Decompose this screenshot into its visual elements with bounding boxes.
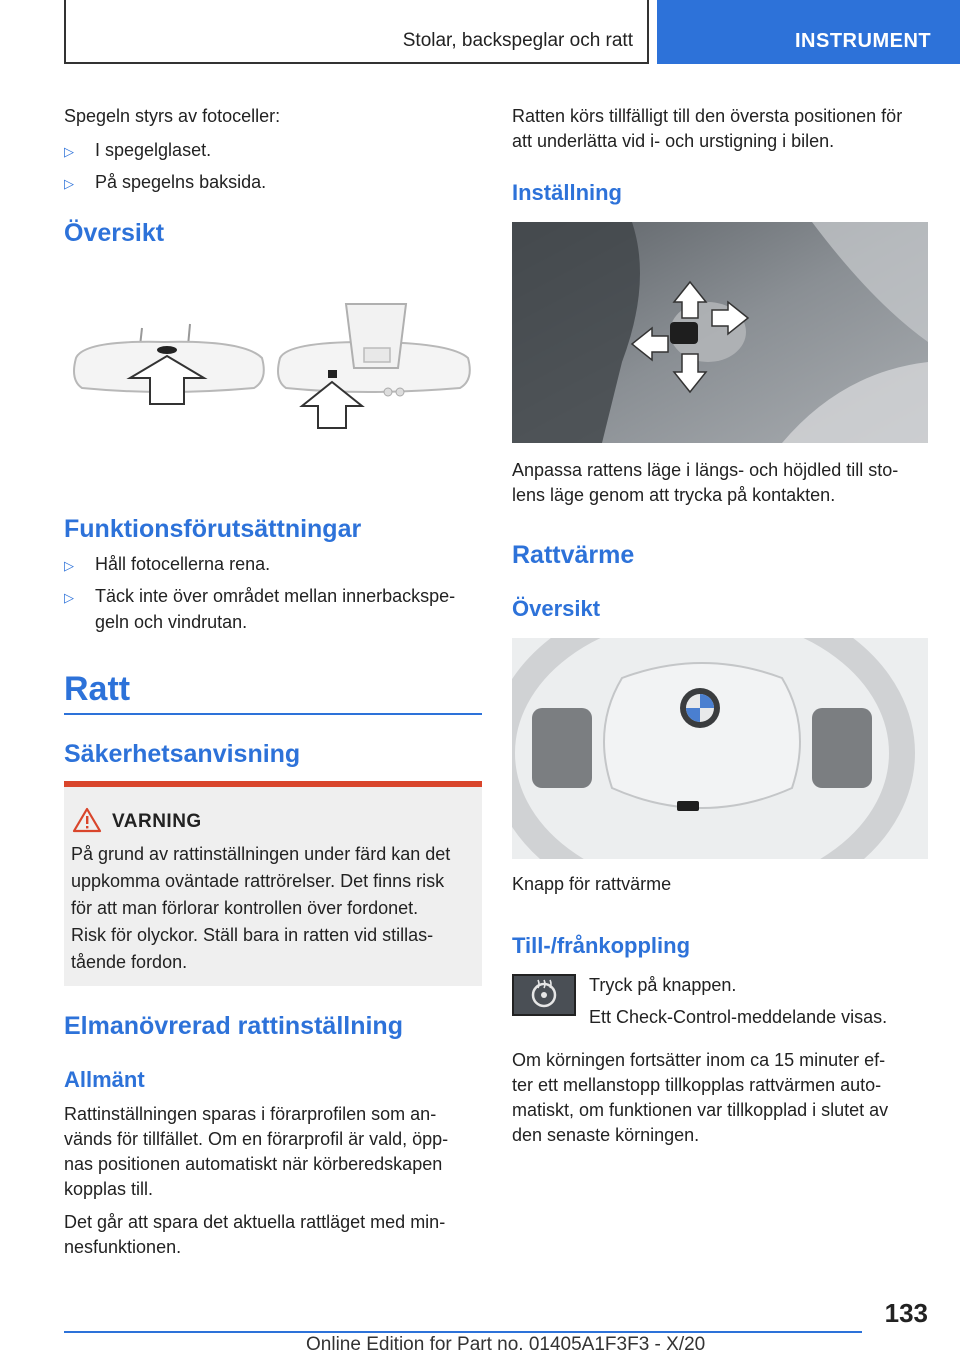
list-item: ▷ I spegelglaset. — [64, 138, 211, 163]
bullet-triangle-icon: ▷ — [64, 590, 74, 605]
steering-wheel-photo — [512, 638, 928, 859]
header-section-tab — [64, 0, 649, 64]
heading-func-requirements: Funktionsförutsättningar — [64, 515, 362, 543]
heat-button-caption: Knapp för rattvärme — [512, 874, 672, 894]
footer-rule — [64, 1331, 862, 1333]
mirror-intro: Spegeln styrs av fotoceller: — [64, 106, 281, 126]
mirror-illustration — [64, 296, 482, 436]
general-paragraph: Rattinställningen sparas i förarprofilen som an- vänds för tillfället. Om en förarprofil är vald, öpp- nas positionen automatiskt när körberedskapen kopplas till. — [64, 1104, 449, 1199]
check-control-text: Ett Check-Control-meddelande visas. — [589, 1007, 888, 1027]
heading-rule — [64, 713, 482, 715]
header-chapter-title: INSTRUMENT — [795, 30, 932, 52]
warning-triangle-icon — [72, 807, 102, 833]
heading-ratt: Ratt — [64, 670, 131, 708]
entry-paragraph: Ratten körs tillfälligt till den översta positionen för att underlätta vid i- och urstigning i bilen. — [512, 106, 903, 151]
header-chapter-tab[interactable] — [657, 0, 960, 64]
header-section-title: Stolar, backspeglar och ratt — [402, 30, 633, 51]
auto-on-paragraph: Om körningen fortsätter inom ca 15 minuter ef- ter ett mellanstopp tillkopplas rattvärmen auto- matiskt, om funktionen var tillkopplad i slutet av den senaste körningen. — [512, 1050, 889, 1145]
heading-steering-heat: Rattvärme — [512, 541, 635, 569]
bullet-triangle-icon: ▷ — [64, 558, 74, 573]
footer-edition[interactable]: Online Edition for Part no. 01405A1F3F3 - X/20 — [306, 1334, 706, 1355]
memory-paragraph: Det går att spara det aktuella rattläget med min- nesfunktionen. — [64, 1212, 446, 1257]
list-item: ▷ På spegelns baksida. — [64, 170, 266, 195]
heading-overview: Översikt — [64, 219, 165, 247]
warning-box — [64, 781, 482, 986]
press-button-text: Tryck på knappen. — [589, 975, 737, 995]
list-item: ▷ Håll fotocellerna rena. — [64, 552, 270, 577]
list-item-continuation: geln och vindrutan. — [95, 612, 248, 632]
heading-electric-adjust: Elmanövrerad rattinställning — [64, 1012, 403, 1040]
steering-adjust-photo — [512, 222, 928, 443]
heading-safety: Säkerhetsanvisning — [64, 740, 301, 768]
warning-text: På grund av rattinställningen under färd kan det uppkomma oväntade rattrörelser. Det finns risk för att man förlorar kontrollen över fordonet. Risk för olyckor. Ställ bara in ratten vid stillas- tående fordon. — [71, 844, 451, 972]
steering-heat-button-icon[interactable] — [512, 974, 576, 1016]
heading-setting: Inställning — [512, 180, 622, 205]
adjust-paragraph: Anpassa rattens läge i längs- och höjdled till sto- lens läge genom att trycka på kontakten. — [512, 460, 899, 505]
bullet-triangle-icon: ▷ — [64, 176, 74, 191]
bullet-triangle-icon: ▷ — [64, 144, 74, 159]
heading-heat-overview: Översikt — [512, 596, 601, 621]
warning-title: VARNING — [112, 811, 202, 832]
page-number: 133 — [884, 1298, 928, 1328]
heading-on-off: Till-/frånkoppling — [512, 933, 691, 958]
list-item: ▷ Täck inte över området mellan innerbackspe- — [64, 584, 455, 609]
heading-general: Allmänt — [64, 1067, 145, 1092]
